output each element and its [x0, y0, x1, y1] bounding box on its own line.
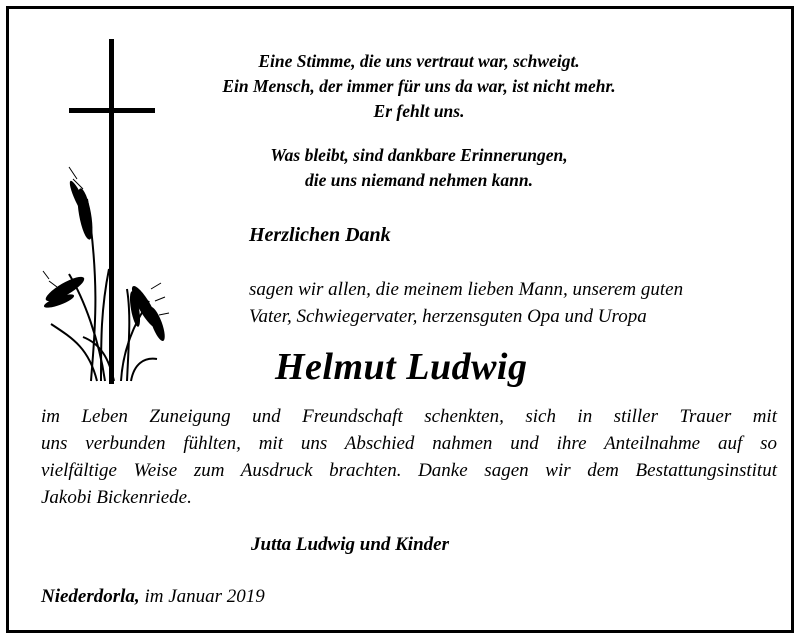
poem-line: Er fehlt uns.: [373, 101, 465, 121]
date: im Januar 2019: [144, 586, 265, 607]
body-text: [41, 403, 777, 511]
poem-line: Ein Mensch, der immer für uns da war, ist nicht mehr.: [222, 76, 616, 96]
obituary-notice: [6, 6, 794, 633]
intro-line: Vater, Schwiegervater, herzensguten Opa und Uropa: [249, 306, 647, 327]
body-line: uns verbunden fühlten, mit uns Abschied nahmen und ihre Anteilnahme auf so: [41, 433, 777, 454]
body-line: im Leben Zuneigung und Freundschaft schenkten, sich in stiller Trauer mit: [41, 406, 777, 427]
poem-line: Was bleibt, sind dankbare Erinnerungen,: [270, 145, 568, 165]
deceased-name: Helmut Ludwig: [275, 346, 528, 388]
body-line: Jakobi Bickenriede.: [41, 487, 192, 508]
cross-with-wheat-icon: [39, 39, 179, 389]
heading: Herzlichen Dank: [249, 224, 391, 246]
body-line: vielfältige Weise zum Ausdruck brachten. Danke sagen wir dem Bestattungsinstitut: [41, 460, 777, 481]
poem: [219, 49, 619, 193]
intro-text: [249, 276, 789, 330]
poem-line: die uns niemand nehmen kann.: [304, 170, 534, 190]
signature: Jutta Ludwig und Kinder: [251, 534, 449, 555]
place-date: [41, 586, 265, 608]
poem-line: Eine Stimme, die uns vertraut war, schweigt.: [258, 51, 580, 71]
intro-line: sagen wir allen, die meinem lieben Mann, unserem guten: [249, 279, 684, 300]
place: Niederdorla,: [41, 586, 140, 607]
